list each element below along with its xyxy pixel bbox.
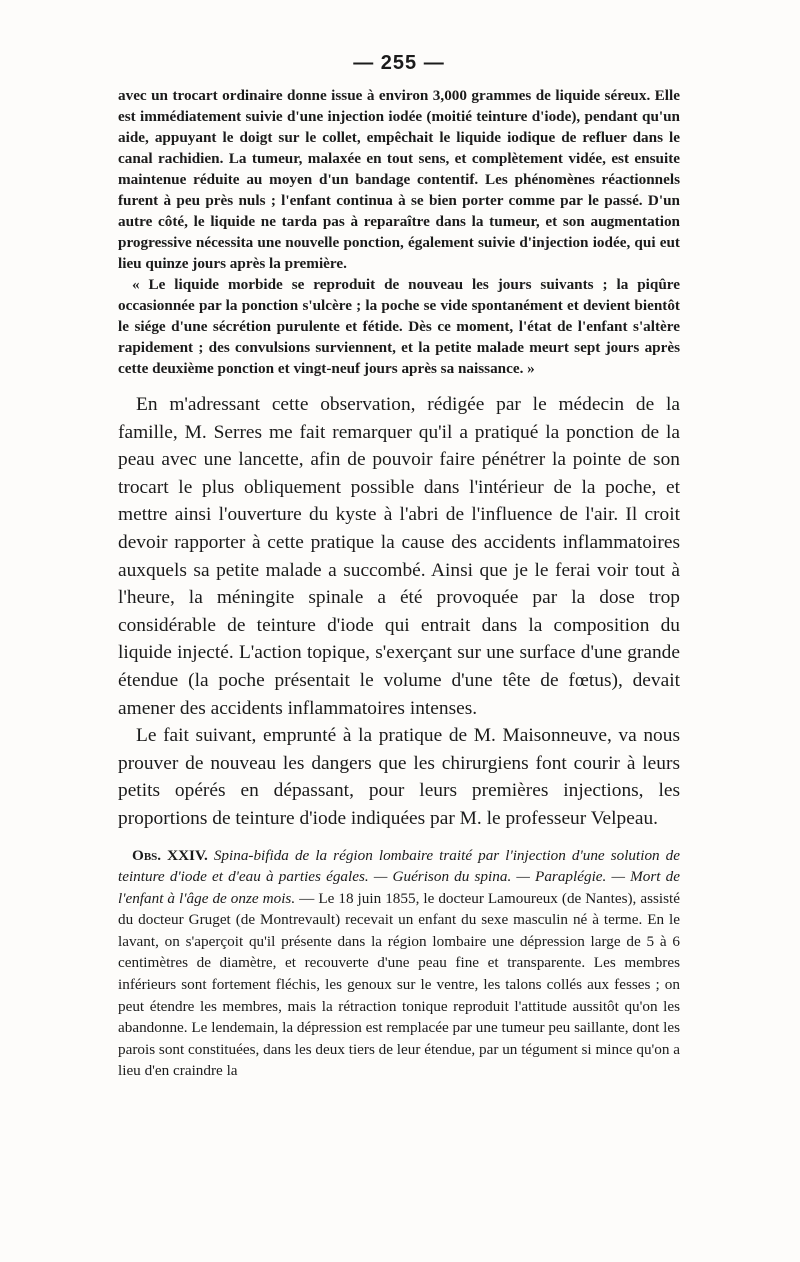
observation-title: Spina-bifida de la région lombaire traité par l'injection d'une solution de teinture d'iode et d'eau à parties égales. — Guérison du spina. — Paraplégie. — Mort de l'enfant à l'âge de onze mois. <box>118 846 681 907</box>
book-page <box>118 52 680 1082</box>
paragraph-commentary: En m'adressant cette observation, rédigée par le médecin de la famille, M. Serres me fait remarquer qu'il a pratiqué la ponction de la peau avec une lancette, afin de pouvoir faire pénétrer la pointe de son trocart le plus obliquement possible dans l'intérieur de la poche, et mettre ainsi l'ouverture du kyste à l'abri de l'influence de l'air. Il croit devoir rapporter à cette pratique la cause des accidents inflammatoires auxquels sa petite malade a succombé. Ainsi que je le ferai voir tout à l'heure, la méningite spinale a été provoquée par la dose trop considérable de teinture d'iode qui entrait dans la composition du liquide injecté. L'action topique, s'exerçant sur une surface d'une grande étendue (la poche présentait le volume d'une tête de fœtus), devait amener des accidents inflammatoires intenses. <box>118 394 680 719</box>
paragraph-quoted-outcome: « Le liquide morbide se reproduit de nouveau les jours suivants ; la piqûre occasionnée par la ponction s'ulcère ; la poche se vide spontanément et devient bientôt le siége d'une sécrétion purulente et fétide. Dès ce moment, l'état de l'enfant s'altère rapidement ; des convulsions surviennent, et la petite malade meurt sept jours après cette deuxième ponction et vingt-neuf jours après sa naissance. » <box>118 276 680 377</box>
observation-body: — Le 18 juin 1855, le docteur Lamoureux (de Nantes), assisté du docteur Gruget (de Montrevault) recevait un enfant du sexe masculin né à terme. En le lavant, on s'aperçoit qu'il présente dans la région lombaire une dépression large de 5 à 6 centimètres de diamètre, et recouverte d'une peau fine et transparente. Les membres inférieurs sont fortement fléchis, les genoux sur le ventre, les talons collés aux fesses ; on peut étendre les membres, mais la rétraction tonique reproduit l'attitude aussitôt qu'on les abandonne. Le lendemain, la dépression est remplacée par une tumeur peu saillante, dont les parois sont constituées, dans les deux tiers de leur étendue, par un tégument si mince qu'on a lieu d'en craindre la <box>118 889 680 1080</box>
observation-xxiv <box>118 845 680 1083</box>
observation-label: Obs. XXIV. <box>132 846 208 864</box>
page-number: — 255 — <box>353 52 445 74</box>
paragraph-case-continuation: avec un trocart ordinaire donne issue à environ 3,000 grammes de liquide séreux. Elle est immédiatement suivie d'une injection iodée (moitié teinture d'iode), pendant qu'un aide, appuyant le doigt sur le collet, empêchait le liquide iodique de refluer dans le canal rachidien. La tumeur, malaxée en tout sens, et complètement vidée, est ensuite maintenue réduite au moyen d'un bandage contentif. Les phénomènes réactionnels furent à peu près nuls ; l'enfant continua à se bien porter comme par le passé. D'un autre côté, le liquide ne tarda pas à reparaître dans la tumeur, et son augmentation progressive nécessita une nouvelle ponction, également suivie d'injection iodée, qui eut lieu quinze jours après la première. <box>118 87 680 272</box>
paragraph-transition: Le fait suivant, emprunté à la pratique de M. Maisonneuve, va nous prouver de nouveau les dangers que les chirurgiens font courir à leurs petits opérés en dépassant, pour leurs premières injections, les proportions de teinture d'iode indiquées par M. le professeur Velpeau. <box>118 725 680 829</box>
